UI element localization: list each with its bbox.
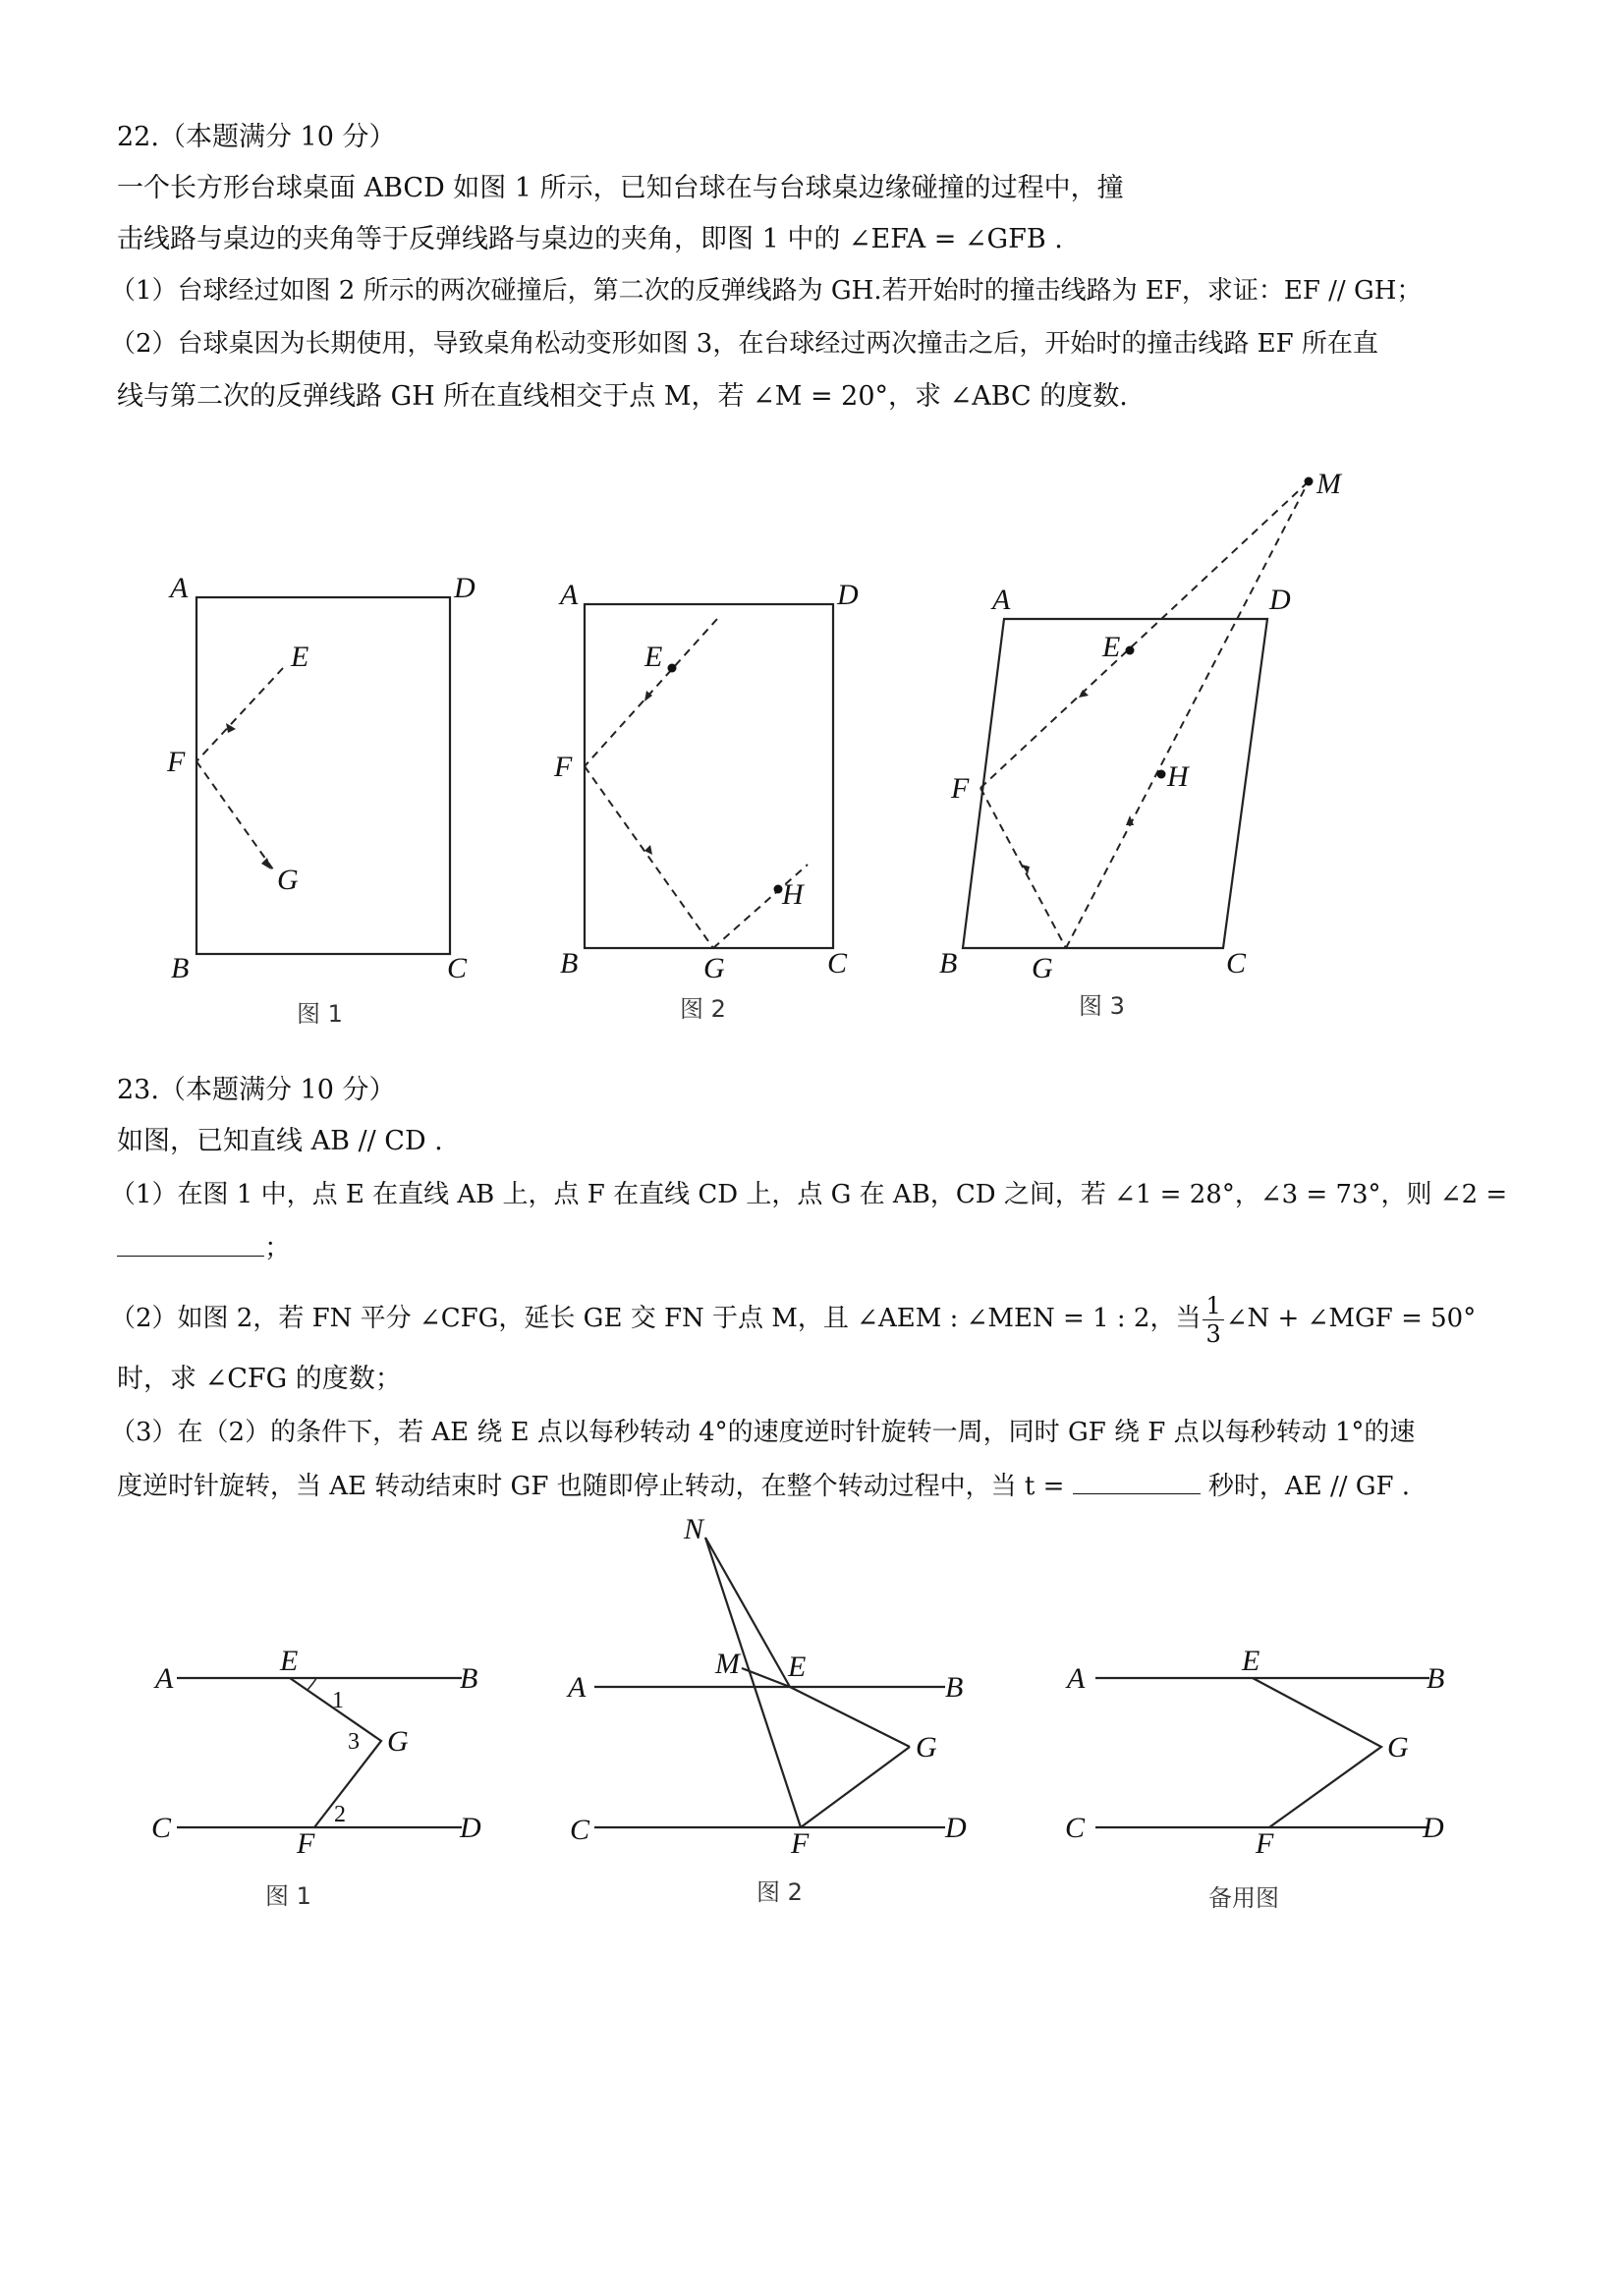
q23-part2-line2: 时，求 ∠CFG 的度数；: [117, 1364, 402, 1394]
label-b: B: [939, 947, 958, 980]
q23-part3-line1: （3）在（2）的条件下，若 AE 绕 E 点以每秒转动 4°的速度逆时针旋转一周，同时 GF 绕 F 点以每秒转动 1°的速: [110, 1418, 1416, 1447]
label-a: A: [560, 579, 579, 611]
rebound-line-gh-extended: [1066, 481, 1309, 948]
q23-spare-caption: 备用图: [1208, 1884, 1279, 1912]
q23-part3-line2: [117, 1466, 1410, 1506]
q23-part2-line1: [110, 1289, 1476, 1348]
label-c: C: [1226, 947, 1247, 980]
table-rectangle: [196, 597, 450, 954]
q23-part2-condition: ∠N + ∠MGF = 50°: [1225, 1304, 1477, 1333]
label-a: A: [568, 1671, 587, 1704]
label-d: D: [837, 579, 859, 611]
q23-fig2-caption: 图 2: [756, 1878, 803, 1906]
label-g: G: [277, 864, 299, 896]
label-a: A: [1067, 1662, 1086, 1695]
label-f: F: [1256, 1827, 1274, 1860]
q23-figure-1: [147, 1631, 501, 1926]
q22-fig2-caption: 图 2: [680, 995, 726, 1023]
q22-part1: （1）台球经过如图 2 所示的两次碰撞后，第二次的反弹线路为 GH.若开始时的撞击线路为 EF，求证：EF // GH；: [110, 276, 1423, 306]
label-g: G: [703, 952, 725, 984]
q23-part3-end: 秒时，AE // GF .: [1207, 1472, 1411, 1501]
arrow-fg-icon: [644, 845, 652, 855]
label-d: D: [1269, 584, 1291, 616]
q22-figure-3: [933, 462, 1346, 1032]
point-m: [1305, 477, 1314, 486]
label-m: M: [1316, 468, 1341, 500]
point-h: [1157, 770, 1166, 779]
label-f: F: [167, 746, 186, 778]
label-d: D: [454, 572, 476, 604]
q22-fig3-caption: 图 3: [1079, 992, 1125, 1020]
label-f: F: [951, 772, 970, 805]
label-d: D: [460, 1812, 481, 1844]
label-e: E: [1102, 631, 1121, 663]
label-m: M: [715, 1648, 740, 1680]
q23-figure-2: [560, 1513, 982, 1926]
rebound-line-fg: [585, 766, 713, 948]
q23-part2-text: （2）如图 2，若 FN 平分 ∠CFG，延长 GE 交 FN 于点 M，且 ∠AEM : ∠MEN = 1 : 2，当: [110, 1304, 1202, 1333]
label-c: C: [1065, 1812, 1086, 1844]
label-angle1: 1: [332, 1688, 344, 1713]
q23-part1-end: ；: [264, 1233, 291, 1263]
label-n: N: [684, 1513, 704, 1545]
answer-blank-angle2[interactable]: [117, 1228, 264, 1257]
label-a: A: [992, 584, 1011, 616]
label-b: B: [1427, 1662, 1445, 1695]
line-gf: [801, 1747, 910, 1827]
deformed-table: [963, 619, 1267, 948]
q22-figure-2: [550, 560, 884, 1041]
label-b: B: [171, 952, 190, 984]
label-f: F: [554, 751, 573, 783]
label-g: G: [387, 1725, 409, 1758]
line-eg: [790, 1687, 910, 1747]
label-b: B: [460, 1662, 478, 1695]
arrow-ef-icon: [226, 723, 236, 733]
q23-part1-line2: [117, 1228, 291, 1268]
arrow-fg-icon: [1022, 865, 1030, 874]
label-h: H: [1167, 760, 1189, 793]
arrow-ef-icon: [1079, 690, 1089, 698]
label-a: A: [170, 572, 189, 604]
q22-intro-line2: 击线路与桌边的夹角等于反弹线路与桌边的夹角，即图 1 中的 ∠EFA = ∠GFB .: [117, 224, 1063, 254]
point-e: [668, 664, 677, 673]
q23-part3-text: 度逆时针旋转，当 AE 转动结束时 GF 也随即停止转动，在整个转动过程中，当 t =: [117, 1472, 1065, 1501]
label-g: G: [1032, 952, 1053, 984]
label-f: F: [791, 1827, 810, 1860]
rebound-line-fg: [980, 788, 1066, 948]
q22-fig1-caption: 图 1: [297, 1000, 343, 1028]
label-e: E: [280, 1645, 299, 1677]
label-e: E: [644, 641, 663, 673]
label-e: E: [291, 641, 309, 673]
label-b: B: [945, 1671, 964, 1704]
q22-part2-line1: （2）台球桌因为长期使用，导致桌角松动变形如图 3，在台球经过两次撞击之后，开始时的撞击线路 EF 所在直: [110, 329, 1378, 359]
label-a: A: [155, 1662, 174, 1695]
label-f: F: [297, 1827, 315, 1860]
label-g: G: [1387, 1731, 1409, 1764]
label-e: E: [788, 1651, 807, 1683]
q22-heading: 22.（本题满分 10 分）: [117, 122, 396, 152]
angle1-arc: [308, 1678, 316, 1690]
strike-line-ef: [196, 668, 283, 761]
label-h: H: [782, 878, 804, 911]
label-e: E: [1242, 1645, 1260, 1677]
polyline-egf: [1253, 1678, 1381, 1827]
rebound-line-fg: [196, 761, 273, 869]
q22-part2-line2: 线与第二次的反弹线路 GH 所在直线相交于点 M，若 ∠M = 20°，求 ∠ABC 的度数.: [117, 381, 1128, 412]
label-angle2: 2: [334, 1802, 346, 1827]
q23-intro: 如图，已知直线 AB // CD .: [117, 1126, 443, 1156]
fraction-denominator: 3: [1205, 1319, 1221, 1348]
label-c: C: [570, 1814, 590, 1846]
label-b: B: [560, 947, 579, 980]
label-d: D: [945, 1812, 967, 1844]
label-d: D: [1423, 1812, 1444, 1844]
label-c: C: [151, 1812, 172, 1844]
label-angle3: 3: [348, 1729, 360, 1755]
label-c: C: [827, 947, 848, 980]
fraction-numerator: 1: [1203, 1292, 1223, 1320]
strike-line-ef-extended: [980, 481, 1309, 788]
q23-fig1-caption: 图 1: [265, 1882, 311, 1910]
q23-heading: 23.（本题满分 10 分）: [117, 1075, 396, 1105]
q23-part1-line1: （1）在图 1 中，点 E 在直线 AB 上，点 F 在直线 CD 上，点 G 在 AB，CD 之间，若 ∠1 = 28°，∠3 = 73°，则 ∠2 =: [110, 1180, 1508, 1209]
q22-intro-line1: 一个长方形台球桌面 ABCD 如图 1 所示，已知台球在与台球桌边缘碰撞的过程中，撞: [117, 173, 1124, 203]
answer-blank-t[interactable]: [1073, 1466, 1201, 1494]
point-e: [1126, 646, 1135, 655]
fraction-one-third: [1203, 1292, 1223, 1348]
q22-figure-1: [157, 560, 491, 1041]
q23-figure-spare: [1051, 1631, 1474, 1926]
line-me: [742, 1668, 790, 1687]
label-c: C: [447, 952, 468, 984]
label-g: G: [916, 1731, 937, 1764]
